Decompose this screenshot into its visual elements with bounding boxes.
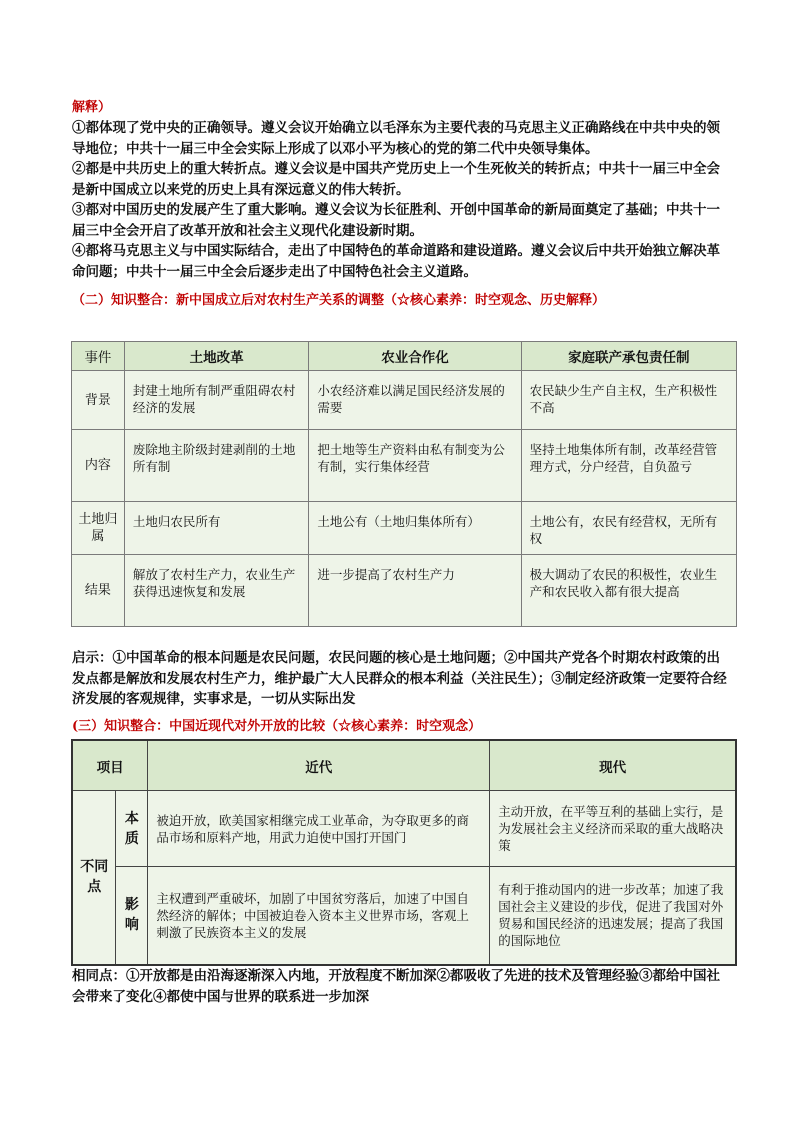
intro-point-4: ④都将马克思主义与中国实际结合，走出了中国特色的革命道路和建设道路。遵义会议后中共开始独立解决革命问题；中共十一届三中全会后逐步走出了中国特色社会主义道路。: [72, 243, 720, 280]
row-label: 背景: [72, 371, 125, 430]
table-row: [72, 371, 737, 430]
header-land-reform: 土地改革: [124, 342, 308, 371]
table-cell: 进一步提高了农村生产力: [309, 555, 521, 627]
group-label-differences: 不同点: [72, 791, 116, 965]
header-cooperation: 农业合作化: [309, 342, 521, 371]
table-row: [72, 555, 737, 627]
table-cell: 农民缺少生产自主权，生产积极性不高: [521, 371, 736, 430]
table-row: [72, 430, 737, 502]
section2-title: （二）知识整合：新中国成立后对农村生产关系的调整（☆核心素养：时空观念、历史解释）: [72, 293, 606, 308]
row-label: 本质: [116, 791, 148, 867]
opening-comparison-table: [71, 739, 737, 966]
table-cell: 解放了农村生产力，农业生产获得迅速恢复和发展: [124, 555, 308, 627]
header-household-contract: 家庭联产承包责任制: [521, 342, 736, 371]
insight-text: 启示：①中国革命的根本问题是农民问题，农民问题的核心是土地问题；②中国共产党各个时期农村政策的出发点都是解放和发展农村生产力，维护最广大人民群众的根本利益（关注民生）；③制定经济政策一定要符合经济发展的客观规律，实事求是，一切从实际出发: [72, 650, 727, 707]
table-cell: 小农经济难以满足国民经济发展的需要: [309, 371, 521, 430]
intro-point-2: ②都是中共历史上的重大转折点。遵义会议是中国共产党历史上一个生死攸关的转折点；中共十一届三中全会是新中国成立以来党的历史上具有深远意义的伟大转折。: [72, 161, 720, 198]
table-cell: 主动开放，在平等互利的基础上实行，是为发展社会主义经济而采取的重大战略决策: [490, 791, 736, 867]
table-cell: 把土地等生产资料由私有制变为公有制，实行集体经营: [309, 430, 521, 502]
table-cell: 坚持土地集体所有制，改革经营管理方式，分户经营，自负盈亏: [521, 430, 736, 502]
header-contemporary: 现代: [490, 740, 736, 791]
table-row: [72, 502, 737, 555]
similarity-text: 相同点：①开放都是由沿海逐渐深入内地，开放程度不断加深②都吸收了先进的技术及管理经验③都给中国社会带来了变化④都使中国与世界的联系进一步加深: [72, 968, 720, 1005]
intro-point-3: ③都对中国历史的发展产生了重大影响。遵义会议为长征胜利、开创中国革命的新局面奠定了基础；中共十一届三中全会开启了改革开放和社会主义现代化建设新时期。: [72, 202, 720, 239]
table-cell: 主权遭到严重破坏，加剧了中国贫穷落后，加速了中国自然经济的解体；中国被迫卷入资本主义世界市场，客观上刺激了民族资本主义的发展: [148, 867, 490, 965]
section3-title: (三）知识整合：中国近现代对外开放的比较（☆核心素养：时空观念）: [72, 719, 482, 734]
row-label: 结果: [72, 555, 125, 627]
table-cell: 土地公有（土地归集体所有）: [309, 502, 521, 555]
table-cell: 土地公有，农民有经营权，无所有权: [521, 502, 736, 555]
table-header-row: [72, 740, 736, 791]
row-label: 影响: [116, 867, 148, 965]
header-item: 项目: [72, 740, 148, 791]
row-label: 内容: [72, 430, 125, 502]
table-cell: 被迫开放，欧美国家相继完成工业革命，为夺取更多的商品市场和原料产地，用武力迫使中国打开国门: [148, 791, 490, 867]
table-cell: 有利于推动国内的进一步改革；加速了我国社会主义建设的步伐，促进了我国对外贸易和国民经济的迅速发展；提高了我国的国际地位: [490, 867, 736, 965]
table-cell: 土地归农民所有: [124, 502, 308, 555]
table-cell: 极大调动了农民的积极性，农业生产和农民收入都有很大提高: [521, 555, 736, 627]
row-label: 土地归属: [72, 502, 125, 555]
table-row: [72, 867, 736, 965]
table-cell: 废除地主阶级封建剥削的土地所有制: [124, 430, 308, 502]
intro-point-1: ①都体现了党中央的正确领导。遵义会议开始确立以毛泽东为主要代表的马克思主义正确路线在中共中央的领导地位；中共十一届三中全会实际上形成了以邓小平为核心的党的第二代中央领导集体。: [72, 120, 720, 157]
intro-heading: 解释）: [72, 100, 112, 115]
table-header-row: [72, 342, 737, 371]
header-modern-era: 近代: [148, 740, 490, 791]
table-cell: 封建土地所有制严重阻碍农村经济的发展: [124, 371, 308, 430]
rural-relations-table: [71, 341, 737, 627]
header-event: 事件: [72, 342, 125, 371]
table-row: [72, 791, 736, 867]
